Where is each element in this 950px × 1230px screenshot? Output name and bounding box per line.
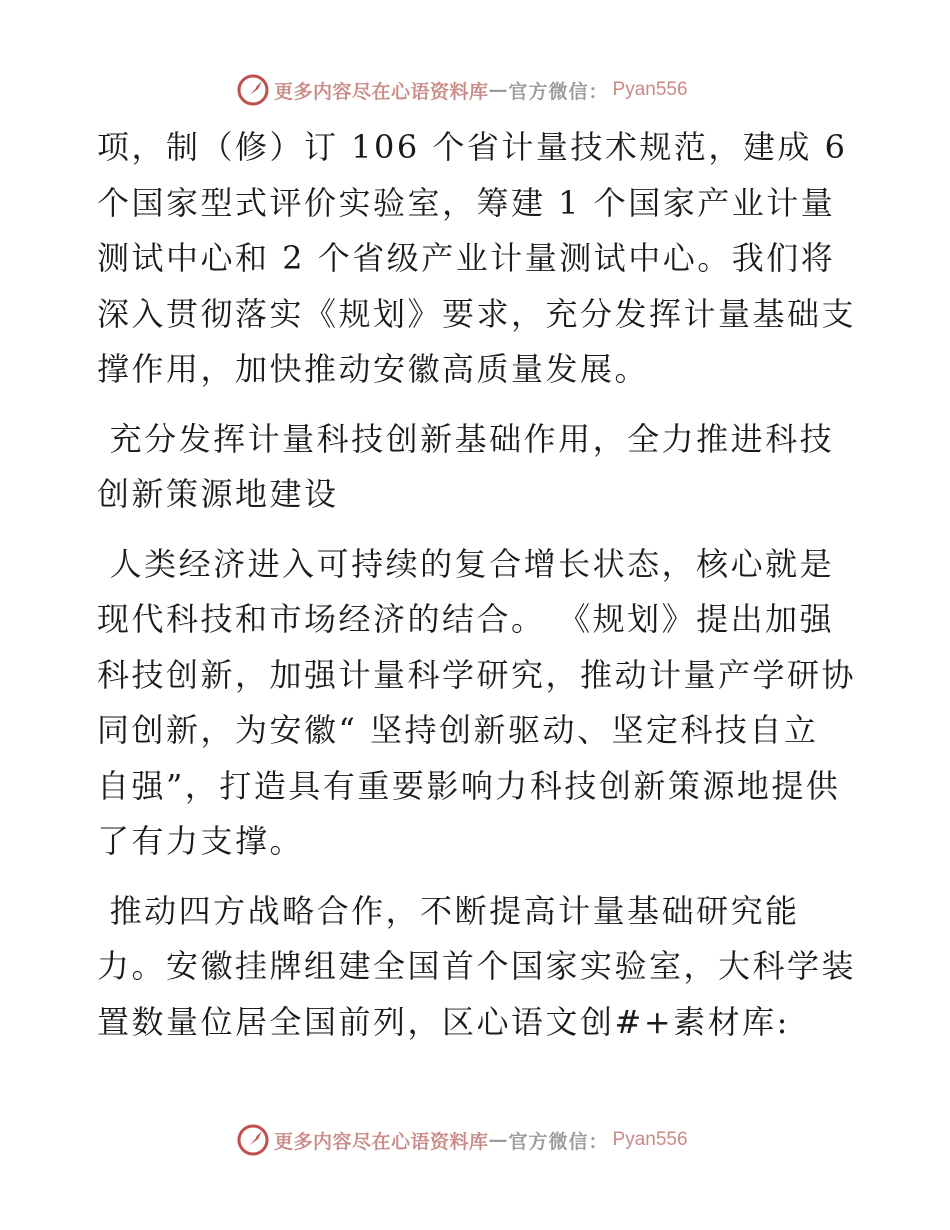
text-line: 充分发挥计量科技创新基础作用，全力推进科技 — [97, 419, 835, 458]
header-watermark — [236, 73, 688, 107]
watermark-dash: — — [488, 79, 509, 101]
paragraph-3 — [97, 537, 857, 870]
watermark-official-label: 官方微信： — [508, 1130, 609, 1153]
text-line: 科技创新，加强计量科学研究，推动计量产学研协 — [97, 655, 857, 694]
quill-logo-icon — [236, 73, 270, 107]
text-line: 深入贯彻落实《规划》要求，充分发挥计量基础支 — [97, 294, 857, 333]
text-line: 现代科技和市场经济的结合。 《规划》提出加强 — [97, 600, 835, 638]
paragraph-1 — [97, 120, 857, 398]
quill-logo-icon — [236, 1123, 270, 1157]
text-line: 力。安徽挂牌组建全国首个国家实验室，大科学装 — [97, 947, 857, 985]
text-line: 项，制（修）订 106 个省计量技术规范，建成 6 — [97, 128, 848, 166]
watermark-official-label: 官方微信： — [508, 80, 609, 103]
footer-watermark — [236, 1123, 688, 1157]
text-line: 测试中心和 2 个省级产业计量测试中心。我们将 — [97, 239, 836, 277]
watermark-site-text: 更多内容尽在心语资料库 — [274, 1130, 489, 1153]
text-line: 推动四方战略合作，不断提高计量基础研究能 — [97, 891, 800, 930]
watermark-wechat-id: Pyan556 — [612, 1129, 688, 1150]
watermark-wechat-id: Pyan556 — [612, 79, 688, 100]
text-line: 了有力支撑。 — [97, 822, 305, 860]
watermark-dash: — — [488, 1129, 509, 1151]
text-line: 创新策源地建设 — [97, 475, 339, 513]
paragraph-2-heading — [97, 412, 857, 523]
text-line: 撑作用，加快推动安徽高质量发展。 — [97, 350, 650, 388]
text-line: 人类经济进入可持续的复合增长状态，核心就是 — [97, 544, 835, 583]
text-line: 置数量位居全国前列，区心语文创#+素材库: — [97, 1002, 790, 1041]
document-body — [97, 120, 857, 1050]
text-line: 个国家型式评价实验室，筹建 1 个国家产业计量 — [97, 183, 836, 222]
paragraph-4 — [97, 884, 857, 1051]
text-line: 自强”，打造具有重要影响力科技创新策源地提供 — [97, 766, 841, 805]
watermark-site-text: 更多内容尽在心语资料库 — [274, 80, 489, 103]
text-line: 同创新，为安徽“ 坚持创新驱动、坚定科技自立 — [97, 711, 819, 749]
